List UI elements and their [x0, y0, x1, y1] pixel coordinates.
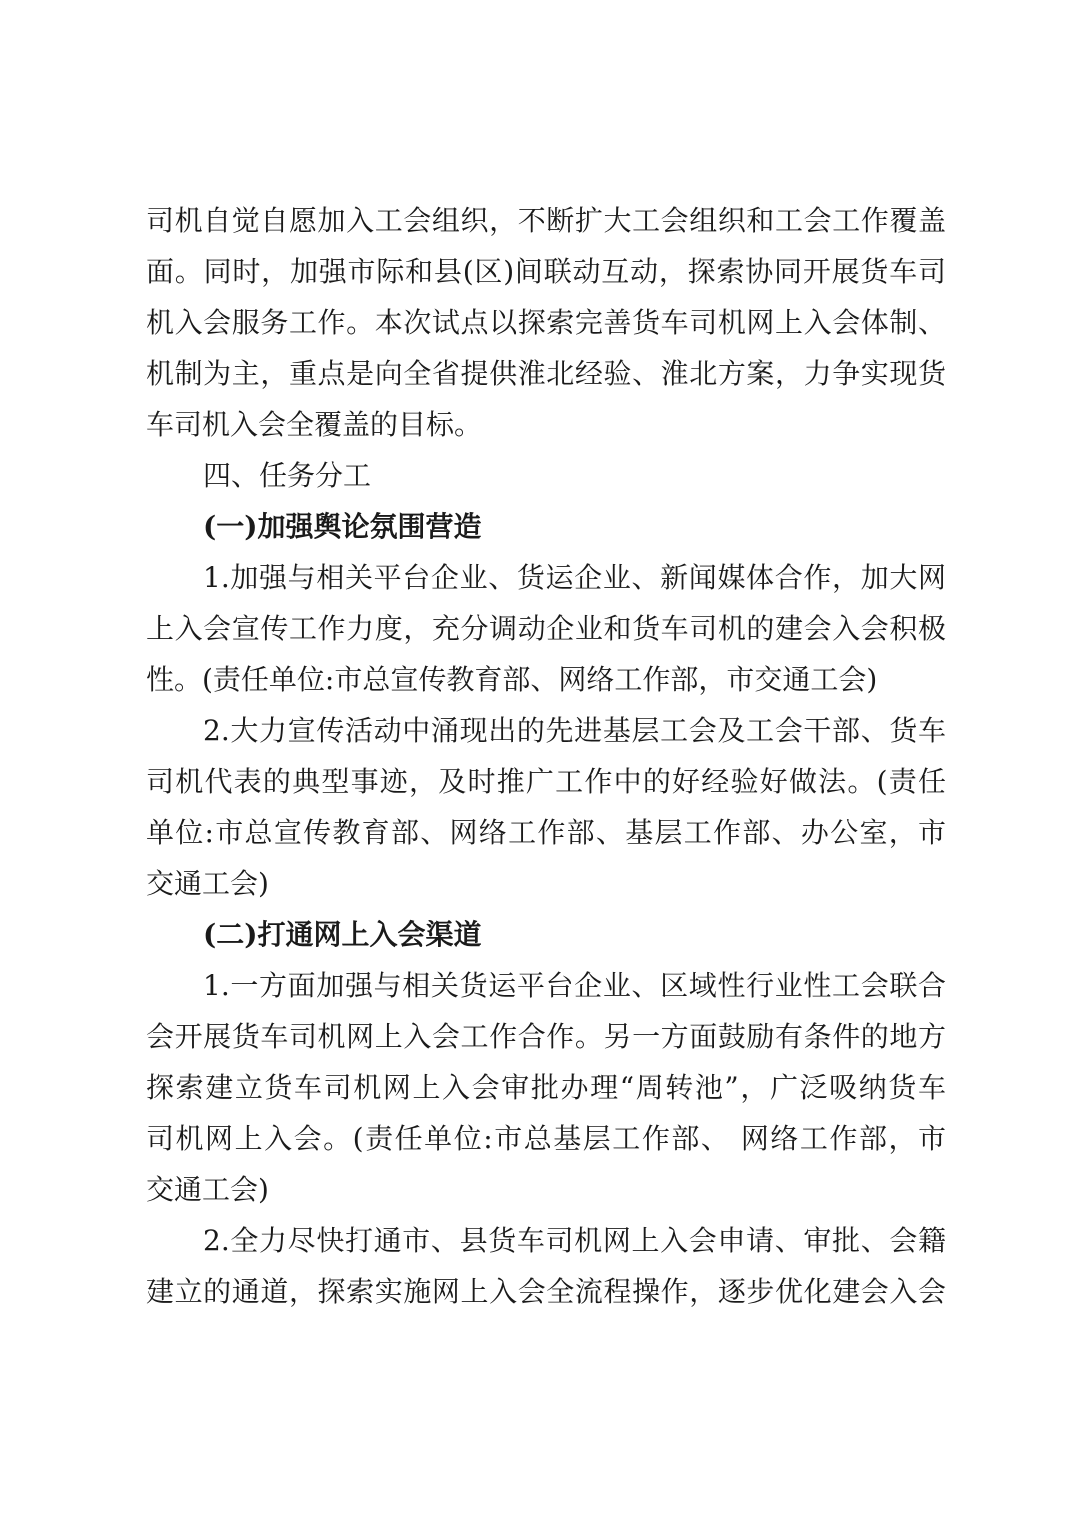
body-text-line: 车司机入会全覆盖的目标。 — [146, 408, 483, 441]
body-text-line: 单位:市总宣传教育部、网络工作部、基层工作部、办公室，市 — [146, 816, 946, 849]
body-text-line: 机制为主，重点是向全省提供淮北经验、淮北方案，力争实现货 — [146, 357, 946, 390]
subsection-heading: (二)打通网上入会渠道 — [203, 918, 482, 951]
body-text-line: 2.全力尽快打通市、县货车司机网上入会申请、审批、会籍 — [203, 1224, 946, 1257]
body-text-line: 司机代表的典型事迹，及时推广工作中的好经验好做法。(责任 — [146, 765, 946, 798]
body-text-line: 性。(责任单位:市总宣传教育部、网络工作部，市交通工会) — [146, 663, 878, 696]
body-text-line: 交通工会) — [146, 1173, 269, 1206]
body-text-line: 司机网上入会。(责任单位:市总基层工作部、 网络工作部，市 — [146, 1122, 946, 1155]
section-heading: 四、任务分工 — [203, 459, 372, 492]
body-text-line: 交通工会) — [146, 867, 269, 900]
body-text-line: 司机自觉自愿加入工会组织，不断扩大工会组织和工会工作覆盖 — [146, 204, 946, 237]
body-text-line: 建立的通道，探索实施网上入会全流程操作，逐步优化建会入会 — [146, 1275, 946, 1308]
body-text-line: 2.大力宣传活动中涌现出的先进基层工会及工会干部、货车 — [203, 714, 946, 747]
body-text-line: 面。同时，加强市际和县(区)间联动互动，探索协同开展货车司 — [146, 255, 946, 288]
body-text-line: 探索建立货车司机网上入会审批办理“周转池”，广泛吸纳货车 — [146, 1071, 946, 1104]
body-text-line: 1.一方面加强与相关货运平台企业、区域性行业性工会联合 — [203, 969, 946, 1002]
body-text-line: 机入会服务工作。本次试点以探索完善货车司机网上入会体制、 — [146, 306, 946, 339]
body-text-line: 会开展货车司机网上入会工作合作。另一方面鼓励有条件的地方 — [146, 1020, 946, 1053]
body-text-line: 1.加强与相关平台企业、货运企业、新闻媒体合作，加大网 — [203, 561, 946, 594]
body-text-line: 上入会宣传工作力度，充分调动企业和货车司机的建会入会积极 — [146, 612, 946, 645]
subsection-heading: (一)加强舆论氛围营造 — [203, 510, 482, 543]
